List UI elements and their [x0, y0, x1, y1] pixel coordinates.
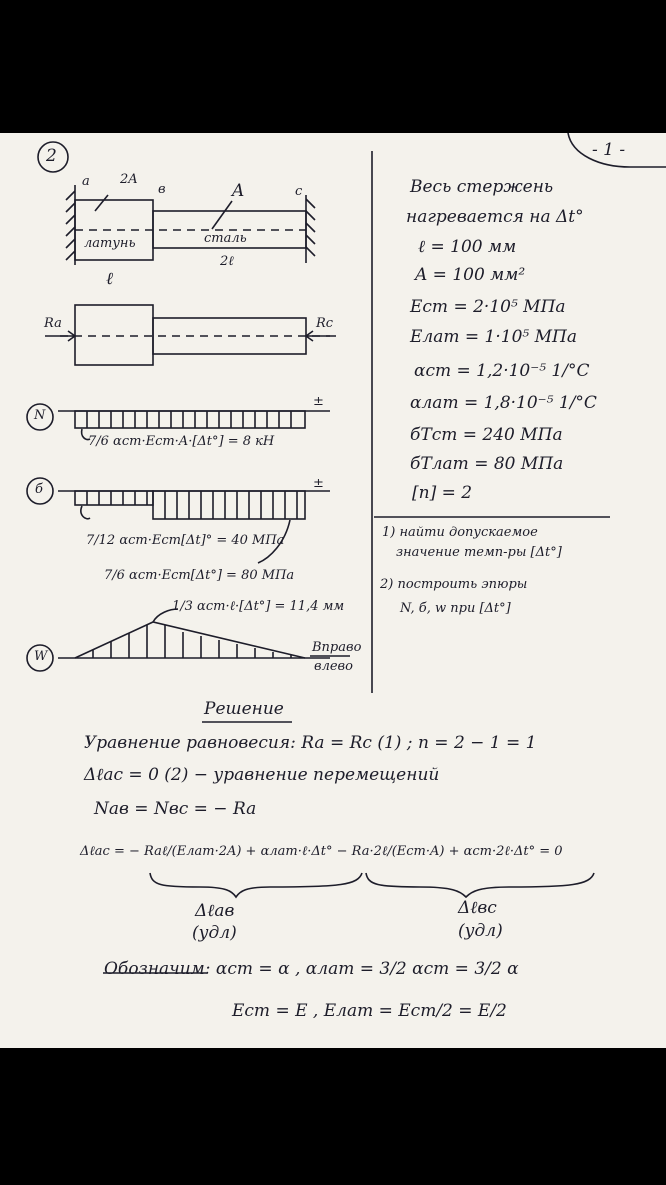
- drawings: [0, 133, 666, 1048]
- given-e-brass: Eлат = 1·10⁵ МПа: [410, 327, 577, 347]
- page-number: - 1 -: [592, 140, 626, 160]
- brace-right-label: Δℓвс: [458, 898, 497, 918]
- given-e-steel: Eст = 2·10⁵ МПа: [410, 297, 566, 317]
- task-2-line-2: N, б, w при [Δt°]: [400, 601, 511, 616]
- n-formula: 7/6 αст·Eст·A·[Δt°] = 8 кН: [88, 434, 275, 449]
- point-c-label: c: [295, 184, 303, 199]
- given-area: A = 100 мм²: [415, 265, 526, 285]
- w-symbol: W: [34, 649, 48, 664]
- given-l: ℓ = 100 мм: [418, 237, 517, 257]
- point-b-label: в: [158, 182, 166, 197]
- n-symbol: N: [34, 408, 46, 423]
- handwritten-sheet: [0, 133, 666, 1048]
- material-left-label: латунь: [84, 236, 136, 251]
- task-1-line-2: значение темп-ры [Δt°]: [396, 545, 562, 560]
- area-leader-right: [212, 201, 232, 229]
- brace-left: [150, 873, 362, 897]
- solution-equilibrium: Уравнение равновесия: Ra = Rc (1) ; n = 2 − 1 = 1: [84, 733, 537, 753]
- w-hatch: [93, 625, 291, 658]
- given-line-1: Весь стержень: [410, 177, 554, 197]
- given-alpha-brass: αлат = 1,8·10⁻⁵ 1/°C: [410, 393, 597, 413]
- task-2-line-1: 2) построить эпюры: [380, 577, 528, 592]
- w-diagram: [75, 622, 305, 658]
- given-alpha-steel: αст = 1,2·10⁻⁵ 1/°C: [414, 361, 590, 381]
- reaction-left-label: Ra: [44, 316, 62, 331]
- brace-right-sublabel: (удл): [458, 921, 503, 941]
- w-label-right: Вправо: [312, 640, 362, 655]
- w-label-left: влево: [314, 659, 353, 674]
- solution-notation-2: Eст = E , Eлат = Eст/2 = E/2: [232, 1001, 507, 1021]
- sigma-diagram-steel: [153, 491, 305, 519]
- reaction-right-label: Rc: [316, 316, 334, 331]
- right-wall-hatch: [306, 199, 315, 256]
- task-1-line-1: 1) найти допускаемое: [382, 525, 538, 540]
- n-sign: ±: [313, 394, 324, 409]
- material-right-label: сталь: [204, 231, 247, 246]
- n-hatch: [87, 411, 291, 428]
- given-sigma-steel: бTст = 240 МПа: [410, 425, 563, 445]
- length-right-label: 2ℓ: [220, 254, 234, 269]
- sigma-formula-2: 7/6 αст·Eст[Δt°] = 80 МПа: [104, 568, 295, 583]
- given-sigma-brass: бTлат = 80 МПа: [410, 454, 564, 474]
- n-diagram: [75, 411, 305, 428]
- length-left-label: ℓ: [106, 269, 114, 289]
- sigma-symbol: б: [35, 482, 43, 497]
- solution-notation-1: Обозначим: αст = α , αлат = 3/2 αст = 3/2 α: [104, 959, 519, 979]
- left-wall-hatch: [66, 191, 75, 260]
- given-line-2: нагревается на Δt°: [406, 207, 584, 227]
- brass-segment: [75, 200, 153, 260]
- reaction-right-arrow: [306, 331, 336, 341]
- sigma-sign: ±: [313, 476, 324, 491]
- solution-compatibility: Δℓac = 0 (2) − уравнение перемещений: [84, 765, 440, 785]
- brass-segment-2: [75, 305, 153, 365]
- given-safety-factor: [n] = 2: [412, 483, 473, 503]
- area-right-label: A: [232, 181, 245, 201]
- sigma-leader-1: [81, 506, 90, 519]
- solution-displacement-equation: Δℓac = − Raℓ/(Eлат·2A) + αлат·ℓ·Δt° − Ra·2ℓ/(Eст·A) + αст·2ℓ·Δt° = 0: [80, 844, 563, 859]
- brace-left-sublabel: (удл): [192, 923, 237, 943]
- brace-right: [366, 873, 594, 897]
- sigma-formula-1: 7/12 αст·Eст[Δt]° = 40 МПа: [86, 533, 285, 548]
- point-a-label: a: [82, 174, 90, 189]
- area-left-label: 2A: [120, 172, 138, 187]
- w-formula: 1/3 αст·ℓ·[Δt°] = 11,4 мм: [172, 599, 345, 614]
- solution-title: Решение: [204, 699, 284, 719]
- problem-number: 2: [46, 146, 57, 166]
- area-leader-left: [95, 195, 108, 211]
- solution-normal-forces: Nав = Nвс = − Ra: [94, 799, 257, 819]
- reaction-left-arrow: [45, 331, 75, 341]
- brace-left-label: Δℓав: [195, 901, 235, 921]
